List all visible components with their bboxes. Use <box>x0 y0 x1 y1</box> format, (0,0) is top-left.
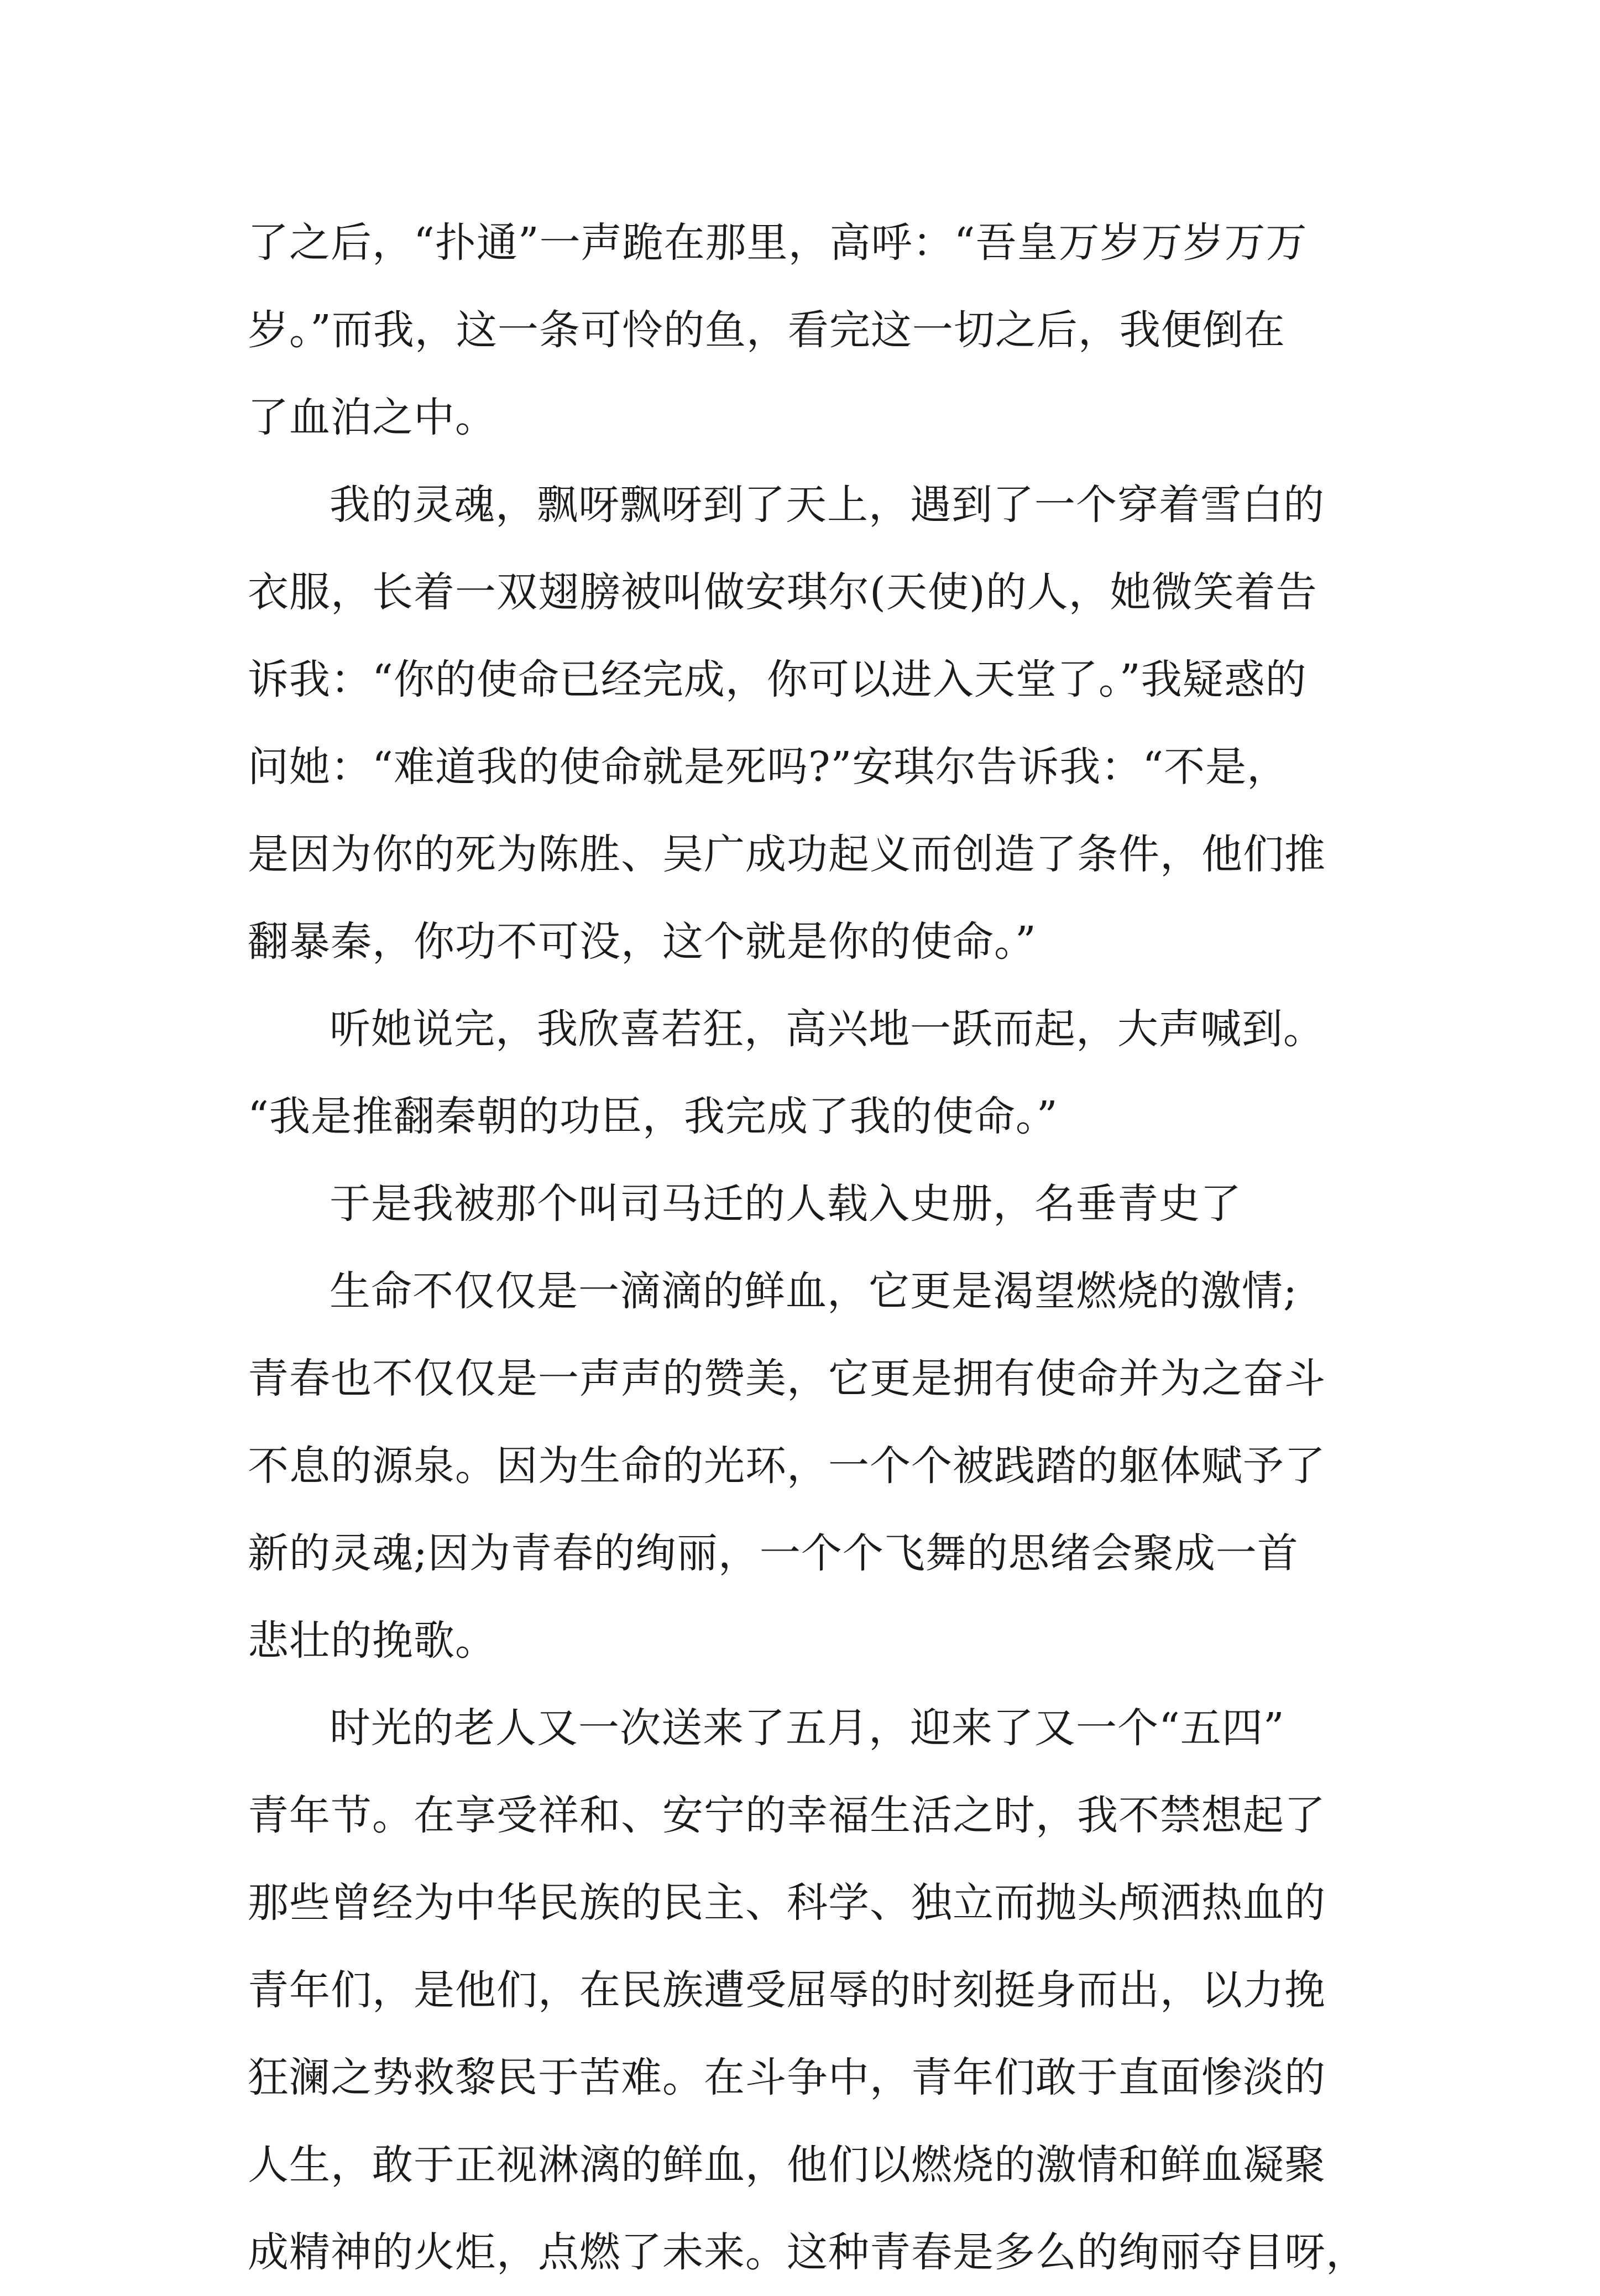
text-line: 是因为你的死为陈胜、吴广成功起义而创造了条件，他们推 <box>248 831 1326 878</box>
text-line: 诉我：“你的使命已经完成，你可以进入天堂了。”我疑惑的 <box>248 656 1307 703</box>
text-line: 了之后，“扑通”一声跪在那里，高呼：“吾皇万岁万岁万万 <box>248 219 1308 267</box>
text-line: 青年节。在享受祥和、安宁的幸福生活之时，我不禁想起了 <box>248 1792 1326 1839</box>
text-line: 衣服，长着一双翅膀被叫做安琪尔(天使)的人，她微笑着告 <box>248 568 1317 616</box>
text-line: 悲壮的挽歌。 <box>248 1617 496 1664</box>
text-line: 我的灵魂，飘呀飘呀到了天上，遇到了一个穿着雪白的 <box>330 481 1325 529</box>
text-line: 岁。”而我，这一条可怜的鱼，看完这一切之后，我便倒在 <box>248 306 1285 354</box>
text-line: 狂澜之势救黎民于苦难。在斗争中，青年们敢于直面惨淡的 <box>248 2054 1326 2101</box>
text-line: 生命不仅仅是一滴滴的鲜血，它更是渴望燃烧的激情; <box>330 1267 1298 1315</box>
text-line: 不息的源泉。因为生命的光环，一个个被践踏的躯体赋予了 <box>248 1442 1326 1490</box>
text-line: 了血泊之中。 <box>248 394 496 441</box>
text-line: 时光的老人又一次送来了五月，迎来了又一个“五四” <box>330 1704 1285 1752</box>
text-line: 青春也不仅仅是一声声的赞美，它更是拥有使命并为之奋斗 <box>248 1355 1326 1402</box>
body-text <box>248 199 1367 2296</box>
text-line: 听她说完，我欣喜若狂，高兴地一跃而起，大声喊到。 <box>330 1005 1325 1053</box>
text-line: 青年们，是他们，在民族遭受屈辱的时刻挺身而出，以力挽 <box>248 1966 1326 2014</box>
text-line: 于是我被那个叫司马迁的人载入史册，名垂青史了 <box>330 1180 1242 1228</box>
text-line: 人生，敢于正视淋漓的鲜血，他们以燃烧的激情和鲜血凝聚 <box>248 2141 1326 2189</box>
text-line: 成精神的火炬，点燃了未来。这种青春是多么的绚丽夺目呀， <box>248 2229 1367 2276</box>
text-line: 翻暴秦，你功不可没，这个就是你的使命。” <box>248 918 1037 966</box>
text-line: 新的灵魂;因为青春的绚丽，一个个飞舞的思绪会聚成一首 <box>248 1530 1299 1577</box>
text-line: 那些曾经为中华民族的民主、科学、独立而抛头颅洒热血的 <box>248 1879 1326 1927</box>
text-line: “我是推翻秦朝的功臣，我完成了我的使命。” <box>248 1093 1058 1140</box>
text-line: 问她：“难道我的使命就是死吗?”安琪尔告诉我：“不是， <box>248 743 1289 791</box>
